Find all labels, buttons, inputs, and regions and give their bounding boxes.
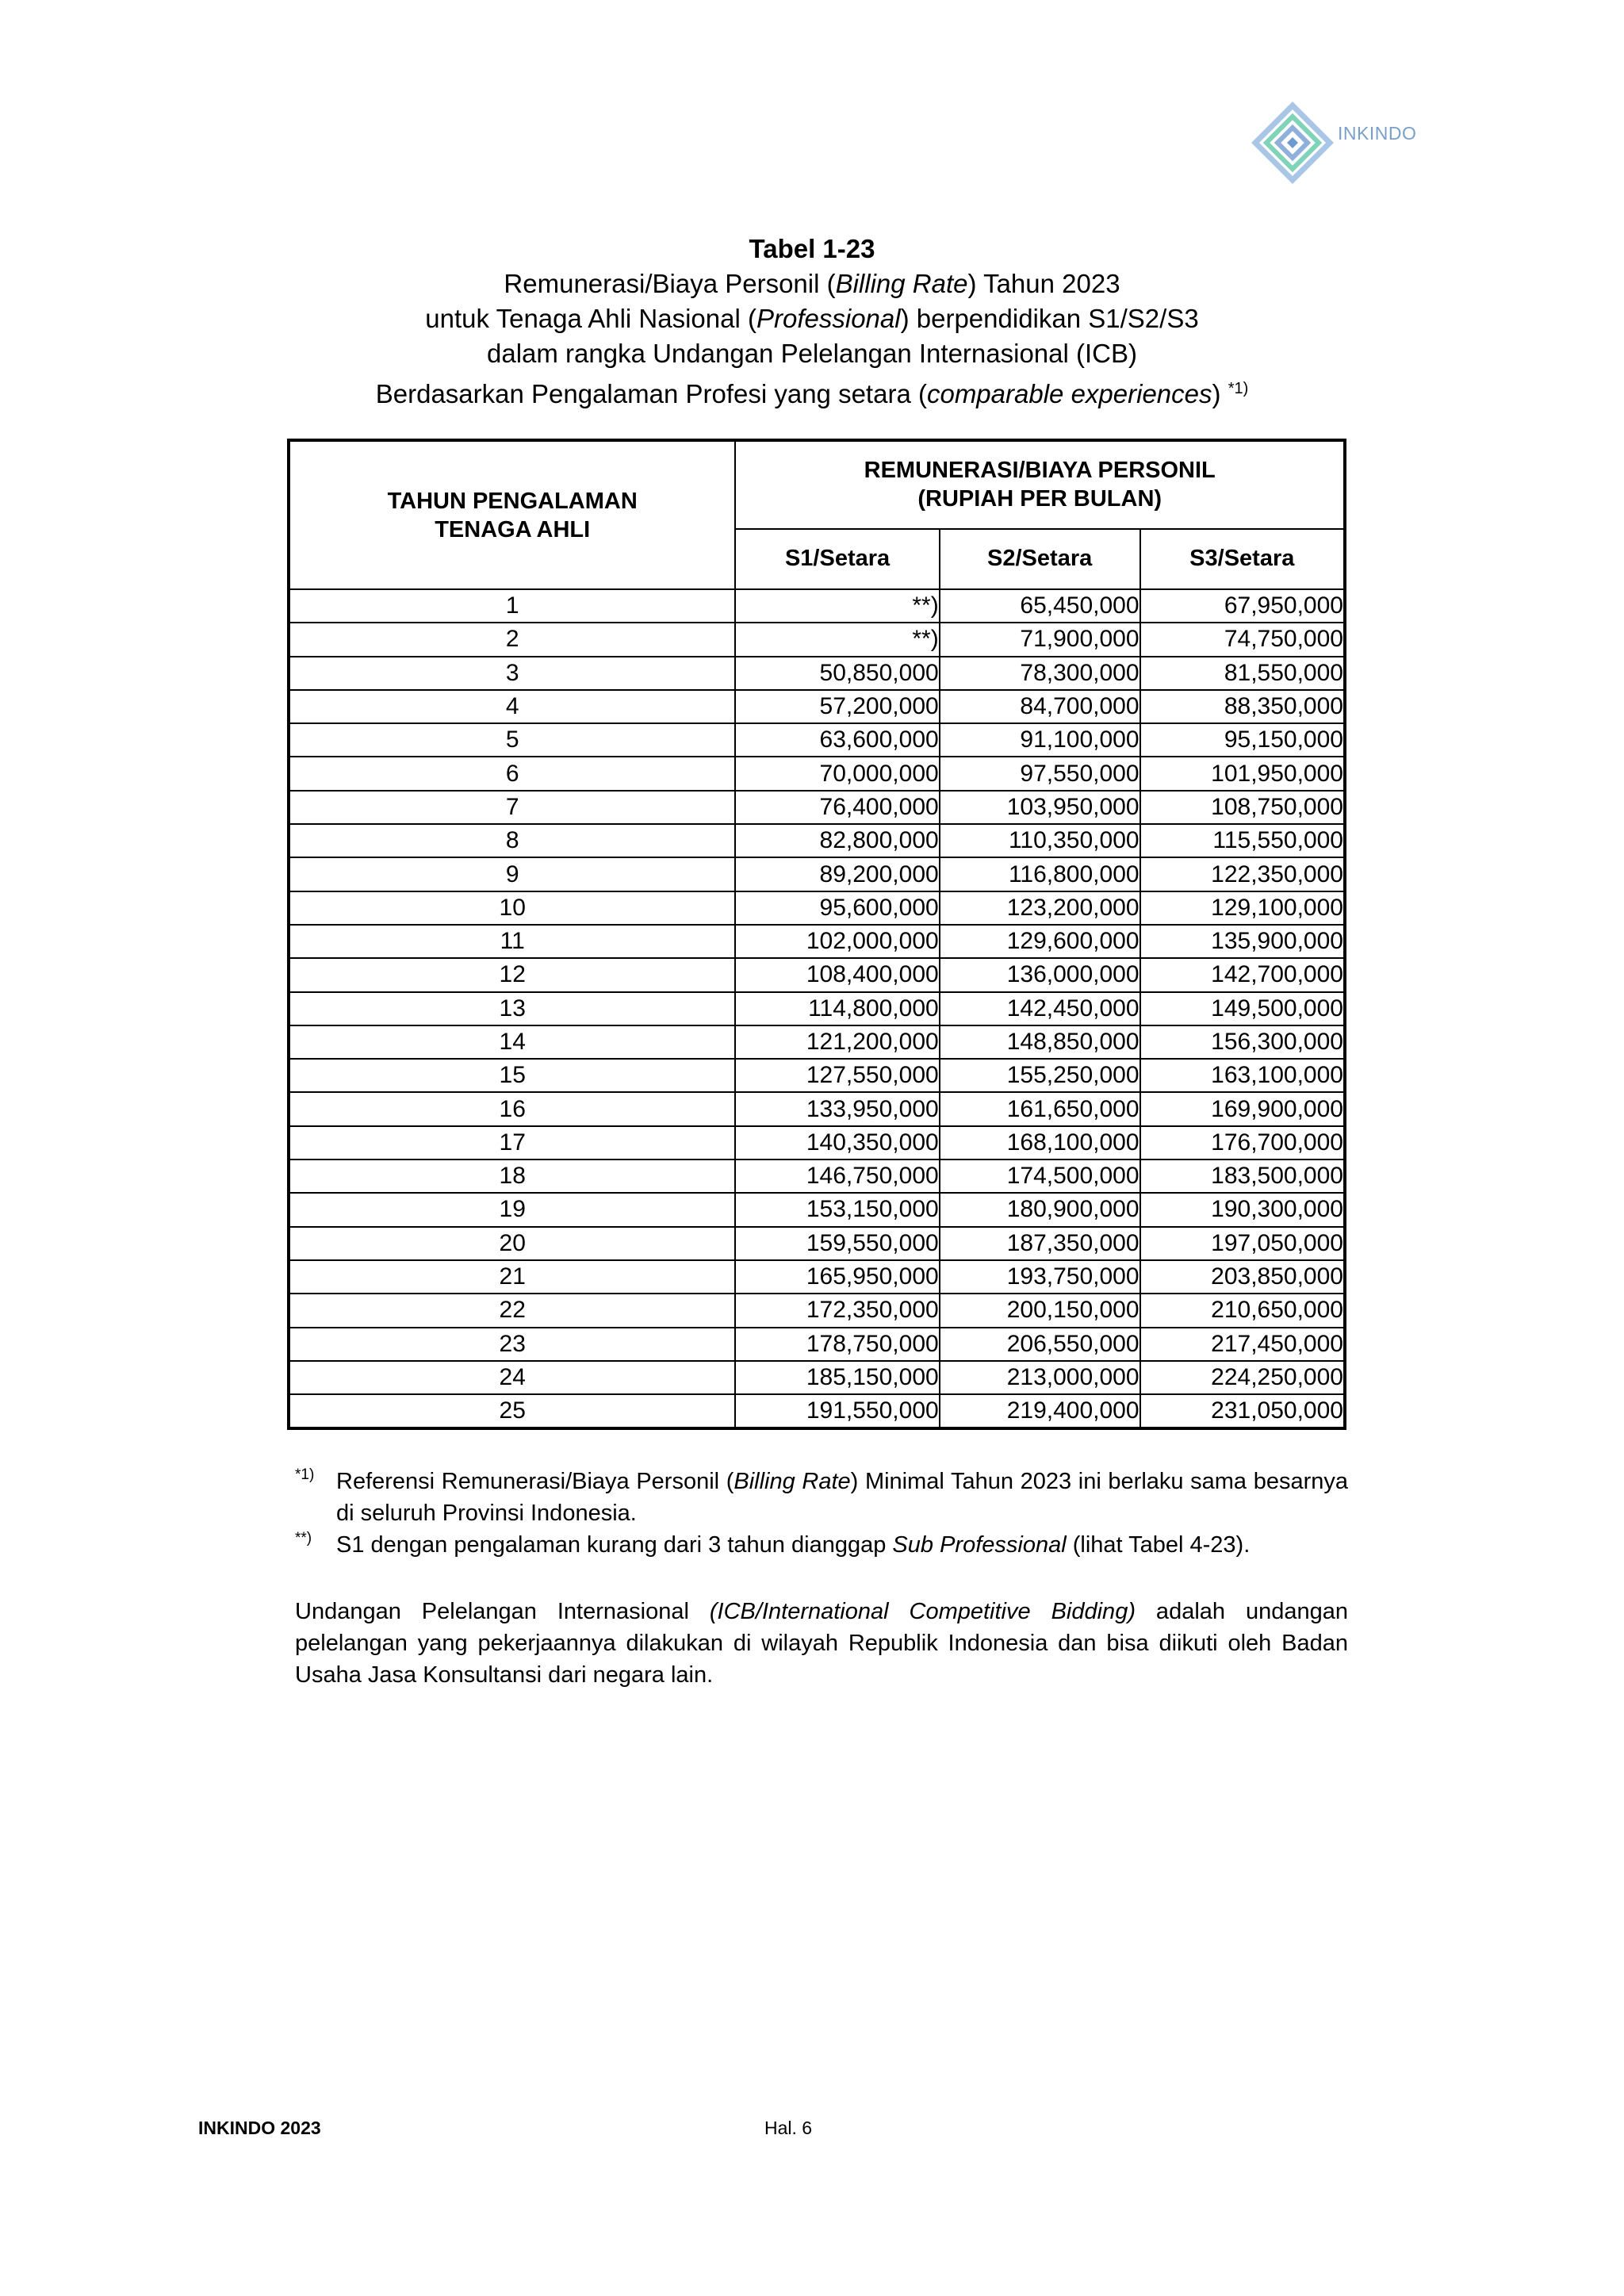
cell-s3: 135,900,000	[1140, 925, 1345, 958]
cell-s1: 127,550,000	[735, 1059, 939, 1092]
cell-s1: **)	[735, 623, 939, 656]
table-row	[289, 1159, 1345, 1193]
cell-s3: 224,250,000	[1140, 1361, 1345, 1394]
cell-year: 12	[289, 958, 735, 991]
table-row	[289, 1361, 1345, 1394]
header-remuneration: REMUNERASI/BIAYA PERSONIL (RUPIAH PER BULAN)	[735, 440, 1345, 529]
cell-s3: 115,550,000	[1140, 824, 1345, 857]
cell-s2: 91,100,000	[940, 723, 1140, 757]
cell-s3: 149,500,000	[1140, 992, 1345, 1025]
cell-year: 19	[289, 1193, 735, 1226]
logo-text: INKINDO	[1338, 123, 1417, 144]
table-row	[289, 1059, 1345, 1092]
cell-year: 9	[289, 857, 735, 891]
cell-s3: 81,550,000	[1140, 657, 1345, 690]
cell-s1: 70,000,000	[735, 757, 939, 790]
table-row	[289, 589, 1345, 623]
icb-explanation: Undangan Pelelangan Internasional (ICB/International Competitive Bidding) adalah undangan pelelangan yang pekerjaannya dilakukan di wilayah Republik Indonesia dan bisa diikuti oleh Badan Usaha Jasa Konsultansi dari negara lain.	[295, 1599, 1348, 1688]
table-row	[289, 857, 1345, 891]
header-years: TAHUN PENGALAMAN TENAGA AHLI	[289, 440, 735, 589]
billing-rate-table	[287, 439, 1346, 1430]
cell-year: 20	[289, 1227, 735, 1260]
table-row	[289, 1126, 1345, 1159]
cell-year: 5	[289, 723, 735, 757]
cell-year: 7	[289, 791, 735, 824]
cell-s2: 219,400,000	[940, 1394, 1140, 1428]
cell-year: 11	[289, 925, 735, 958]
cell-s3: 74,750,000	[1140, 623, 1345, 656]
cell-s2: 136,000,000	[940, 958, 1140, 991]
table-row	[289, 657, 1345, 690]
table-row	[289, 824, 1345, 857]
cell-s2: 161,650,000	[940, 1092, 1140, 1125]
cell-s3: 108,750,000	[1140, 791, 1345, 824]
cell-s3: 122,350,000	[1140, 857, 1345, 891]
cell-s2: 97,550,000	[940, 757, 1140, 790]
footnotes	[295, 1466, 1348, 1561]
cell-s2: 84,700,000	[940, 690, 1140, 723]
title-line-1: Remunerasi/Biaya Personil (Billing Rate) Tahun 2023	[504, 269, 1120, 298]
cell-s3: 203,850,000	[1140, 1260, 1345, 1294]
cell-s3: 210,650,000	[1140, 1294, 1345, 1327]
cell-s1: 57,200,000	[735, 690, 939, 723]
cell-s2: 213,000,000	[940, 1361, 1140, 1394]
header-s2: S2/Setara	[940, 529, 1140, 589]
cell-s3: 183,500,000	[1140, 1159, 1345, 1193]
table-title-block	[0, 232, 1624, 412]
cell-s2: 71,900,000	[940, 623, 1140, 656]
cell-s2: 193,750,000	[940, 1260, 1140, 1294]
table-row	[289, 992, 1345, 1025]
cell-year: 21	[289, 1260, 735, 1294]
cell-s2: 168,100,000	[940, 1126, 1140, 1159]
cell-s3: 217,450,000	[1140, 1328, 1345, 1361]
cell-year: 15	[289, 1059, 735, 1092]
table-row	[289, 690, 1345, 723]
cell-s3: 88,350,000	[1140, 690, 1345, 723]
cell-s1: **)	[735, 589, 939, 623]
cell-s1: 50,850,000	[735, 657, 939, 690]
table-row	[289, 623, 1345, 656]
cell-s1: 133,950,000	[735, 1092, 939, 1125]
cell-s3: 156,300,000	[1140, 1025, 1345, 1059]
table-row	[289, 791, 1345, 824]
cell-s3: 197,050,000	[1140, 1227, 1345, 1260]
cell-s2: 174,500,000	[940, 1159, 1140, 1193]
header-s3: S3/Setara	[1140, 529, 1345, 589]
cell-s2: 78,300,000	[940, 657, 1140, 690]
cell-s1: 76,400,000	[735, 791, 939, 824]
table-row	[289, 1294, 1345, 1327]
cell-s2: 148,850,000	[940, 1025, 1140, 1059]
cell-s2: 103,950,000	[940, 791, 1140, 824]
cell-s1: 63,600,000	[735, 723, 939, 757]
cell-s1: 89,200,000	[735, 857, 939, 891]
cell-s3: 190,300,000	[1140, 1193, 1345, 1226]
cell-s1: 153,150,000	[735, 1193, 939, 1226]
cell-s3: 129,100,000	[1140, 891, 1345, 925]
cell-s3: 142,700,000	[1140, 958, 1345, 991]
cell-s1: 172,350,000	[735, 1294, 939, 1327]
cell-s1: 114,800,000	[735, 992, 939, 1025]
cell-s3: 176,700,000	[1140, 1126, 1345, 1159]
cell-s2: 110,350,000	[940, 824, 1140, 857]
table-row	[289, 723, 1345, 757]
table-row	[289, 757, 1345, 790]
footnote-ref: *1)	[1228, 380, 1249, 397]
table-row	[289, 1092, 1345, 1125]
title-line-2: untuk Tenaga Ahli Nasional (Professional) berpendidikan S1/S2/S3	[425, 304, 1199, 333]
inkindo-logo	[1249, 99, 1439, 186]
cell-year: 13	[289, 992, 735, 1025]
cell-s3: 101,950,000	[1140, 757, 1345, 790]
cell-year: 18	[289, 1159, 735, 1193]
header-s1: S1/Setara	[735, 529, 939, 589]
footnote-1: *1) Referensi Remunerasi/Biaya Personil (Billing Rate) Minimal Tahun 2023 ini berlaku sama besarnya di seluruh Provinsi Indonesia.	[295, 1466, 1348, 1529]
cell-s3: 169,900,000	[1140, 1092, 1345, 1125]
cell-s3: 95,150,000	[1140, 723, 1345, 757]
cell-s1: 95,600,000	[735, 891, 939, 925]
table-body	[289, 589, 1345, 1428]
cell-year: 25	[289, 1394, 735, 1428]
cell-year: 23	[289, 1328, 735, 1361]
cell-s1: 82,800,000	[735, 824, 939, 857]
cell-year: 10	[289, 891, 735, 925]
table-row	[289, 1025, 1345, 1059]
cell-s1: 102,000,000	[735, 925, 939, 958]
cell-year: 4	[289, 690, 735, 723]
cell-s2: 200,150,000	[940, 1294, 1140, 1327]
cell-s3: 163,100,000	[1140, 1059, 1345, 1092]
cell-s3: 67,950,000	[1140, 589, 1345, 623]
cell-s1: 159,550,000	[735, 1227, 939, 1260]
table-number: Tabel 1-23	[749, 234, 875, 263]
table-row	[289, 1394, 1345, 1428]
cell-year: 14	[289, 1025, 735, 1059]
footnote-2: **) S1 dengan pengalaman kurang dari 3 tahun dianggap Sub Professional (lihat Tabel 4-23).	[295, 1529, 1348, 1561]
cell-s1: 108,400,000	[735, 958, 939, 991]
table-row	[289, 1260, 1345, 1294]
cell-year: 24	[289, 1361, 735, 1394]
cell-s3: 231,050,000	[1140, 1394, 1345, 1428]
cell-s2: 206,550,000	[940, 1328, 1140, 1361]
cell-s1: 191,550,000	[735, 1394, 939, 1428]
cell-s1: 165,950,000	[735, 1260, 939, 1294]
table-row	[289, 958, 1345, 991]
table-row	[289, 1227, 1345, 1260]
cell-s2: 123,200,000	[940, 891, 1140, 925]
cell-s2: 129,600,000	[940, 925, 1140, 958]
footnote-1-mark: *1)	[295, 1466, 315, 1483]
footer-org: INKINDO 2023	[198, 2118, 321, 2138]
footnote-2-mark: **)	[295, 1530, 312, 1547]
cell-s1: 121,200,000	[735, 1025, 939, 1059]
title-line-3: dalam rangka Undangan Pelelangan Internasional (ICB)	[486, 339, 1138, 368]
cell-s1: 140,350,000	[735, 1126, 939, 1159]
cell-s2: 65,450,000	[940, 589, 1140, 623]
page-number: Hal. 6	[764, 2118, 813, 2138]
cell-year: 6	[289, 757, 735, 790]
table-row	[289, 925, 1345, 958]
cell-s1: 146,750,000	[735, 1159, 939, 1193]
cell-year: 3	[289, 657, 735, 690]
cell-year: 1	[289, 589, 735, 623]
cell-s2: 155,250,000	[940, 1059, 1140, 1092]
title-line-4: Berdasarkan Pengalaman Profesi yang setara (comparable experiences) $^{*1)}$	[375, 379, 1249, 408]
table-row	[289, 1193, 1345, 1226]
cell-year: 8	[289, 824, 735, 857]
inkindo-logo-icon	[1249, 99, 1336, 186]
table-row	[289, 1328, 1345, 1361]
cell-s2: 142,450,000	[940, 992, 1140, 1025]
cell-year: 22	[289, 1294, 735, 1327]
cell-s1: 178,750,000	[735, 1328, 939, 1361]
cell-s2: 187,350,000	[940, 1227, 1140, 1260]
cell-year: 2	[289, 623, 735, 656]
cell-s2: 116,800,000	[940, 857, 1140, 891]
cell-s1: 185,150,000	[735, 1361, 939, 1394]
cell-s2: 180,900,000	[940, 1193, 1140, 1226]
cell-year: 17	[289, 1126, 735, 1159]
cell-year: 16	[289, 1092, 735, 1125]
table-row	[289, 891, 1345, 925]
